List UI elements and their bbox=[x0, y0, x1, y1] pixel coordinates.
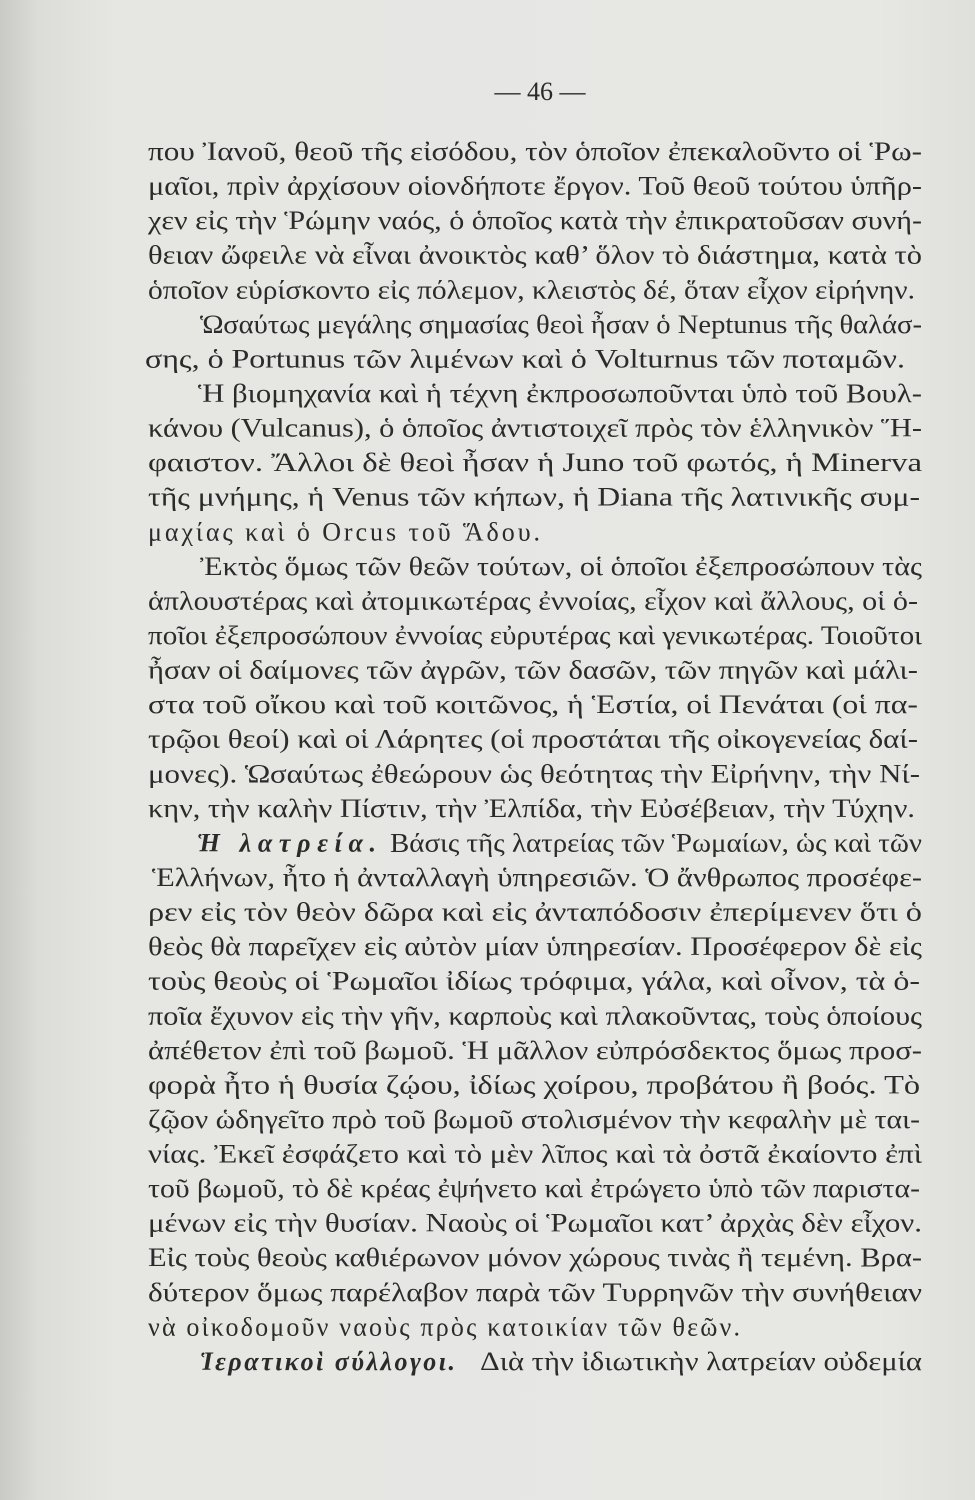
text-line: Ἐκτὸς ὅμως τῶν θεῶν τούτων, οἱ ὁποῖοι ἐξεπροσώπουν τὰς bbox=[200, 551, 923, 581]
text-line: μαῖοι, πρὶν ἀρχίσουν οἱονδήποτε ἔργον. Τοῦ θεοῦ τούτου ὑπῆρ- bbox=[148, 171, 922, 201]
text-line: Διὰ τὴν ἰδιωτικὴν λατρείαν οὐδεμία bbox=[480, 1347, 923, 1376]
text-line: ὁποῖον εὑρίσκοντο εἰς πόλεμον, κλειστὸς δέ, ὅταν εἶχον εἰρήνην. bbox=[148, 275, 915, 305]
text-line: κην, τὴν καλὴν Πίστιν, τὴν Ἐλπίδα, τὴν Εὐσέβειαν, τὴν Τύχην. bbox=[148, 793, 916, 823]
text-line: ἀπέθετον ἐπὶ τοῦ βωμοῦ. Ἡ μᾶλλον εὐπρόσδεκτος ὅμως προσ- bbox=[148, 1035, 922, 1065]
text-line: ἦσαν οἱ δαίμονες τῶν ἀγρῶν, τῶν δασῶν, τῶν πηγῶν καὶ μάλι- bbox=[148, 655, 918, 685]
text-line: ποῖα ἔχυνον εἰς τὴν γῆν, καρποὺς καὶ πλακοῦντας, τοὺς ὁποίους bbox=[148, 1001, 923, 1031]
text-line: τοῦ βωμοῦ, τὸ δὲ κρέας ἐψήνετο καὶ ἐτρώγετο ὑπὸ τῶν παριστα- bbox=[148, 1174, 920, 1204]
text-line: Ἑλλήνων, ἦτο ἡ ἀνταλλαγὴ ὑπηρεσιῶν. Ὁ ἄνθρωπος προσέφε- bbox=[152, 863, 922, 892]
text-line: ποῖοι ἐξεπροσώπουν ἐννοίας εὐρυτέρας καὶ γενικωτέρας. Τοιοῦτοι bbox=[148, 621, 923, 650]
text-line: Εἰς τοὺς θεοὺς καθιέρωνον μόνον χώρους τινὰς ἢ τεμένη. Βρα- bbox=[148, 1243, 922, 1273]
page-number: — 46 — bbox=[494, 77, 586, 106]
text-line: μαχίας καὶ ὁ Orcus τοῦ Ἅδου. bbox=[148, 517, 540, 547]
text-line: μένων εἰς τὴν θυσίαν. Ναοὺς οἱ Ῥωμαῖοι κατ’ ἀρχὰς δὲν εἶχον. bbox=[148, 1208, 922, 1238]
text-line: που Ἰανοῦ, θεοῦ τῆς εἰσόδου, τὸν ὁποῖον ἐπεκαλοῦντο οἱ Ῥω- bbox=[148, 137, 922, 166]
text-line: μονες). Ὡσαύτως ἐθεώρουν ὡς θεότητας τὴν Εἰρήνην, τὴν Νί- bbox=[148, 759, 920, 789]
text-line: ἁπλουστέρας καὶ ἀτομικωτέρας ἐννοίας, εἶχον καὶ ἄλλους, οἱ ὁ- bbox=[148, 586, 919, 616]
text-line: ρεν εἰς τὸν θεὸν δῶρα καὶ εἰς ἀνταπόδοσιν ἐπερίμενεν ὅτι ὁ bbox=[148, 897, 922, 927]
text-line: ζῷον ὡδηγεῖτο πρὸ τοῦ βωμοῦ στολισμένον τὴν κεφαλὴν μὲ ται- bbox=[148, 1105, 920, 1134]
text-line: θειαν ὤφειλε νὰ εἶναι ἀνοικτὸς καθ’ ὅλον τὸ διάστημα, κατὰ τὸ bbox=[148, 240, 923, 270]
text-line: κάνου (Vulcanus), ὁ ὁποῖος ἀντιστοιχεῖ πρὸς τὸν ἑλληνικὸν Ἥ- bbox=[148, 413, 922, 443]
text-line: θεὸς θὰ παρεῖχεν εἰς αὐτὸν μίαν ὑπηρεσίαν. Προσέφερον δὲ εἰς bbox=[148, 932, 923, 962]
section-heading: Ἱερατικοὶ σύλλογοι. bbox=[200, 1347, 455, 1376]
text-line: τῆς μνήμης, ἡ Venus τῶν κήπων, ἡ Diana τῆς λατινικῆς συμ- bbox=[148, 482, 920, 512]
text-line: νίας. Ἐκεῖ ἐσφάζετο καὶ τὸ μὲν λῖπος καὶ τὰ ὀστᾶ ἐκαίοντο ἐπὶ bbox=[148, 1139, 923, 1169]
text-line: χεν εἰς τὴν Ῥώμην ναός, ὁ ὁποῖος κατὰ τὴν ἐπικρατοῦσαν συνή- bbox=[146, 206, 922, 236]
text-line: Ἡ βιομηχανία καὶ ἡ τέχνη ἐκπροσωποῦνται ὑπὸ τοῦ Βουλ- bbox=[198, 379, 922, 408]
text-line: Βάσις τῆς λατρείας τῶν Ῥωμαίων, ὡς καὶ τῶν bbox=[390, 828, 923, 858]
text-line: τρῷοι θεοί) καὶ οἱ Λάρητες (οἱ προστάται τῆς οἰκογενείας δαί- bbox=[148, 724, 918, 754]
text-line: δύτερον ὅμως παρέλαβον παρὰ τῶν Τυρρηνῶν τὴν συνήθειαν bbox=[148, 1277, 923, 1307]
text-line: Ὡσαύτως μεγάλης σημασίας θεοὶ ἦσαν ὁ Neptunus τῆς θαλάσ- bbox=[200, 309, 922, 339]
text-line: στα τοῦ οἴκου καὶ τοῦ κοιτῶνος, ἡ Ἑστία, οἱ Πενάται (οἱ πα- bbox=[148, 690, 918, 720]
section-heading: Ἡ λατρεία. bbox=[197, 828, 376, 858]
text-line: φορὰ ἦτο ἡ θυσία ζῴου, ἰδίως χοίρου, προβάτου ἢ βοός. Τὸ bbox=[148, 1070, 921, 1100]
text-line: φαιστον. Ἄλλοι δὲ θεοὶ ἦσαν ἡ Juno τοῦ φωτός, ἡ Minerva bbox=[148, 448, 923, 478]
text-line: νὰ οἰκοδομοῦν ναοὺς πρὸς κατοικίαν τῶν θεῶν. bbox=[148, 1312, 740, 1342]
text-line: τοὺς θεοὺς οἱ Ῥωμαῖοι ἰδίως τρόφιμα, γάλα, καὶ οἶνον, τὰ ὁ- bbox=[148, 966, 920, 996]
text-line: σης, ὁ Portunus τῶν λιμένων καὶ ὁ Volturnus τῶν ποταμῶν. bbox=[145, 344, 905, 374]
